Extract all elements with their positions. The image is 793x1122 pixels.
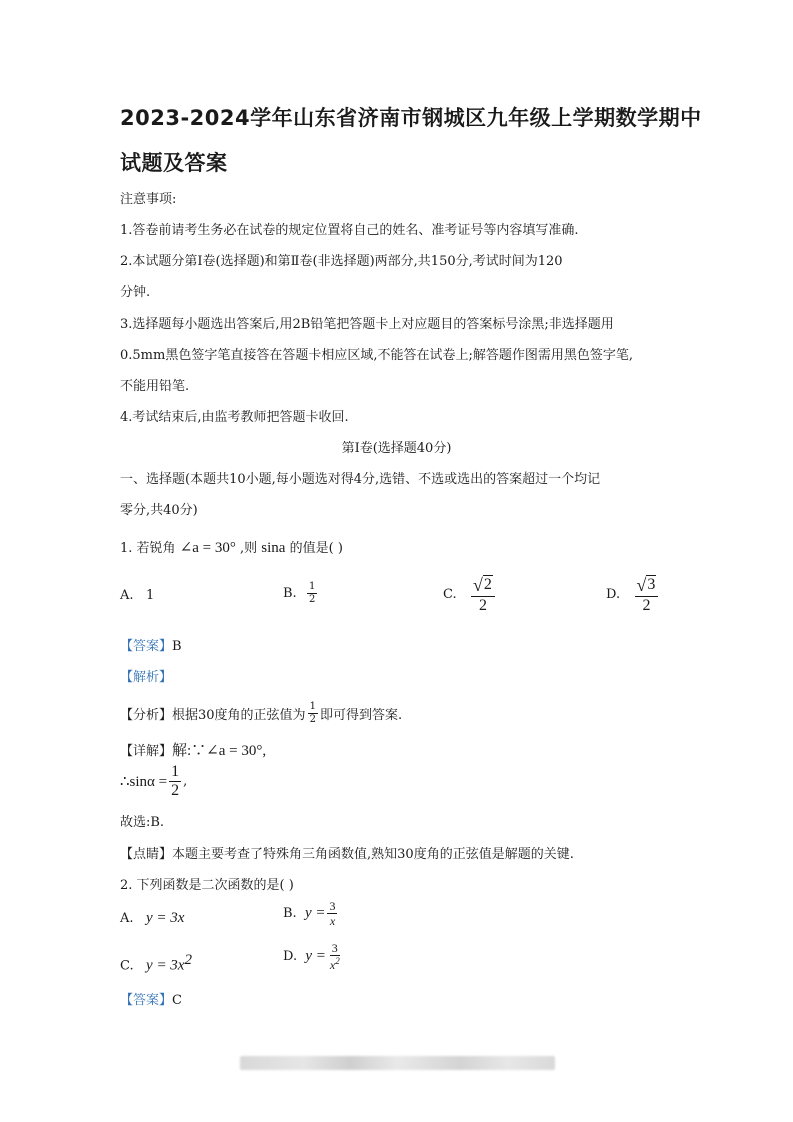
q2-option-b-fraction: $\frac{3}{x}$ — [329, 899, 336, 928]
q1-sin-math: sina — [261, 540, 286, 556]
notice-item-3-cont: 0.5mm黑色签字笔直接答在答题卡相应区域,不能答在试卷上;解答题作图需用黑色签字笔, — [120, 348, 633, 363]
q2-answer — [120, 989, 182, 1008]
q1-dianjing: 【点睛】本题主要考查了特殊角三角函数值,熟知30度角的正弦值是解题的关键. — [120, 847, 574, 862]
q2-answer-value: C — [172, 993, 182, 1008]
q2-option-d-fraction: $\frac{3}{x^2}$ — [329, 941, 340, 972]
q1-choose: 故选:B. — [120, 815, 165, 830]
q1-option-b-fraction: $\frac{1}{2}$ — [308, 581, 316, 605]
q1-answer — [120, 635, 182, 654]
q1-option-a: A. 1 — [120, 588, 155, 603]
q1-fenxi-fraction: $\frac{1}{2}$ — [309, 701, 316, 725]
notice-item-2-cont: 分钟. — [120, 285, 151, 300]
q1-suffix: 的值是( ) — [289, 541, 343, 556]
q1-option-b: B. $\frac{1}{2}$ — [283, 581, 316, 605]
section-desc-1: 一、选择题(本题共10小题,每小题选对得4分,选错、不选或选出的答案超过一个均记 — [120, 472, 601, 487]
question-2-stem: 2. 下列函数是二次函数的是( ) — [120, 878, 294, 893]
notice-heading: 注意事项: — [120, 192, 177, 207]
q1-fenxi: 【分析】 根据30度角的正弦值为 $\frac{1}{2}$ 即可得到答案. — [120, 701, 403, 725]
q2-option-a: A. y = 3x — [120, 910, 185, 926]
q1-therefore-fraction: $\frac{1}{2}$ — [171, 763, 180, 799]
q2-option-b: B. y = $\frac{3}{x}$ — [283, 899, 336, 928]
q1-option-a-value: 1 — [145, 588, 155, 603]
notice-item-4: 4.考试结束后,由监考教师把答题卡收回. — [120, 410, 349, 425]
answer-tag: 【答案】 — [120, 639, 173, 654]
q1-option-c-fraction: √ 2 2 — [471, 575, 495, 614]
blurred-footer-watermark — [240, 1056, 555, 1070]
q2-option-d: D. y = $\frac{3}{x^2}$ — [283, 941, 340, 972]
notice-item-1: 1.答卷前请考生务必在试卷的规定位置将自己的姓名、准考证号等内容填写准确. — [120, 223, 579, 238]
q1-answer-value: B — [172, 639, 182, 654]
question-1-stem — [120, 537, 343, 557]
q2-option-c: C. $y = 3x^2$ — [120, 952, 192, 974]
q1-option-c: C. √ 2 2 — [443, 575, 497, 614]
q1-option-d-fraction: √ 3 2 — [635, 575, 659, 614]
q1-option-d: D. √ 3 2 — [606, 575, 660, 614]
notice-item-3: 3.选择题每小题选出答案后,用2B铅笔把答题卡上对应题目的答案标号涂黑;非选择题用 — [120, 317, 614, 332]
q1-xiangjie: 【详解】解:∵∠a = 30°, — [120, 743, 267, 759]
q1-analysis-tag: 【解析】 — [120, 670, 173, 685]
q1-mid: ,则 — [240, 541, 258, 556]
answer-tag: 【答案】 — [120, 993, 173, 1008]
q1-prefix: 1. 若锐角 — [120, 541, 176, 556]
q1-therefore: ∴sinα = $\frac{1}{2}$ , — [120, 763, 188, 799]
notice-item-2: 2.本试题分第Ⅰ卷(选择题)和第Ⅱ卷(非选择题)两部分,共150分,考试时间为120 — [120, 254, 563, 269]
q1-angle-math: ∠a = 30° — [179, 540, 236, 556]
section-title: 第Ⅰ卷(选择题40分) — [341, 441, 452, 456]
notice-item-3-end: 不能用铅笔. — [120, 379, 190, 394]
section-desc-2: 零分,共40分) — [120, 503, 198, 518]
page-title-line2: 试题及答案 — [120, 151, 228, 175]
page-title: 2023-2024学年山东省济南市钢城区九年级上学期数学期中 — [120, 106, 702, 130]
